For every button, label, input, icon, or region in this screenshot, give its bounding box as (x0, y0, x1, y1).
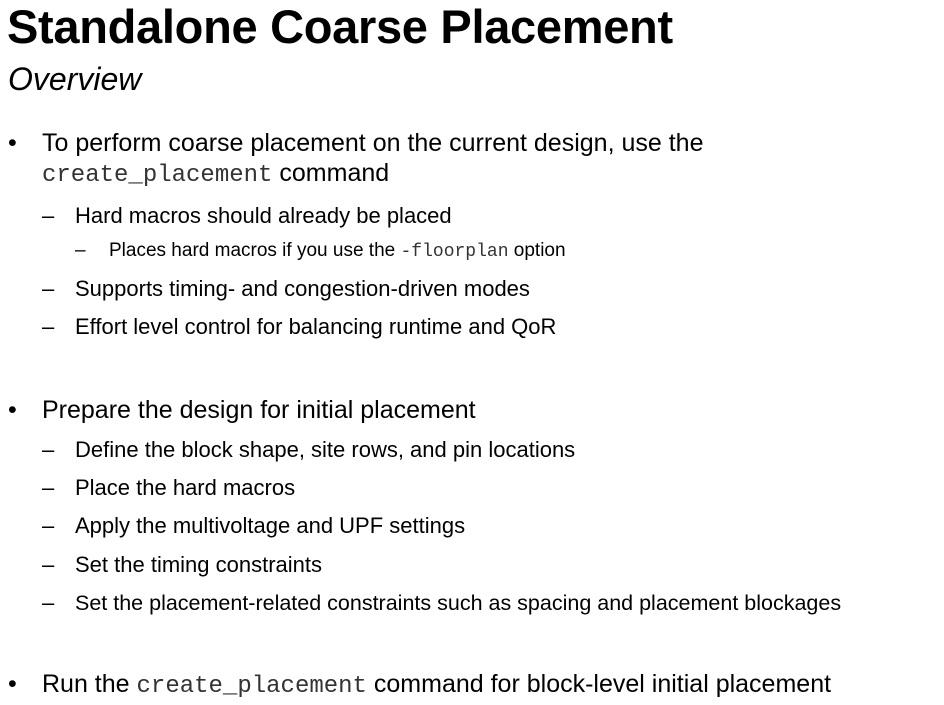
dash-marker: – (42, 475, 55, 500)
sub-text: Place the hard macros (75, 475, 296, 500)
sub-text: Apply the multivoltage and UPF settings (75, 513, 466, 538)
sub-text: Hard macros should already be placed (75, 203, 452, 228)
sub-text: Effort level control for balancing runtime and QoR (75, 314, 557, 339)
subsub-text (109, 240, 566, 263)
sub-block-shape (0, 437, 944, 463)
bullet-run-create-placement (0, 669, 944, 699)
sub-effort-level (0, 314, 944, 340)
option-floorplan: -floorplan (400, 242, 509, 262)
dash-marker: – (42, 552, 55, 577)
subsub-text-pre: Places hard macros if you use the (109, 240, 401, 261)
sub-hard-macros (0, 203, 944, 229)
sub-timing-constraints (0, 552, 944, 578)
sub-text: Define the block shape, site rows, and pin locations (75, 437, 576, 462)
bullet-text (42, 669, 831, 702)
dash-marker: – (42, 437, 55, 462)
slide-subtitle: Overview (8, 61, 142, 97)
sub-place-hard-macros (0, 475, 944, 501)
command-create-placement: create_placement (136, 673, 367, 700)
bullet-text-pre: Run the (42, 670, 137, 698)
bullet-marker: • (8, 670, 17, 698)
dash-marker: – (42, 590, 55, 615)
bullet-text: Prepare the design for initial placement (42, 396, 476, 424)
bullet-text-line2 (42, 158, 389, 191)
bullet-text-post: command for block-level initial placement (366, 670, 832, 698)
dash-marker: – (42, 203, 55, 228)
bullet-marker: • (8, 396, 17, 424)
dash-marker: – (42, 276, 55, 301)
sub-text: Set the placement-related constraints such as spacing and placement blockages (75, 591, 842, 615)
bullet-text-line1: To perform coarse placement on the current design, use the (42, 129, 704, 157)
bullet-text-tail: command (272, 159, 390, 187)
bullet-coarse-placement (0, 128, 944, 190)
bullet-prepare-design (0, 395, 944, 425)
sub-timing-congestion (0, 276, 944, 302)
sub-placement-constraints (0, 590, 944, 616)
sub-text: Set the timing constraints (75, 552, 323, 577)
dash-marker: – (42, 314, 55, 339)
sub-text: Supports timing- and congestion-driven modes (75, 276, 530, 301)
subsub-text-post: option (508, 240, 566, 261)
subsub-floorplan-option (0, 240, 944, 262)
slide-title: Standalone Coarse Placement (7, 0, 673, 53)
bullet-marker: • (8, 129, 17, 157)
sub-multivoltage-upf (0, 513, 944, 539)
dash-marker: – (75, 240, 86, 261)
command-create-placement: create_placement (42, 162, 273, 189)
dash-marker: – (42, 513, 55, 538)
